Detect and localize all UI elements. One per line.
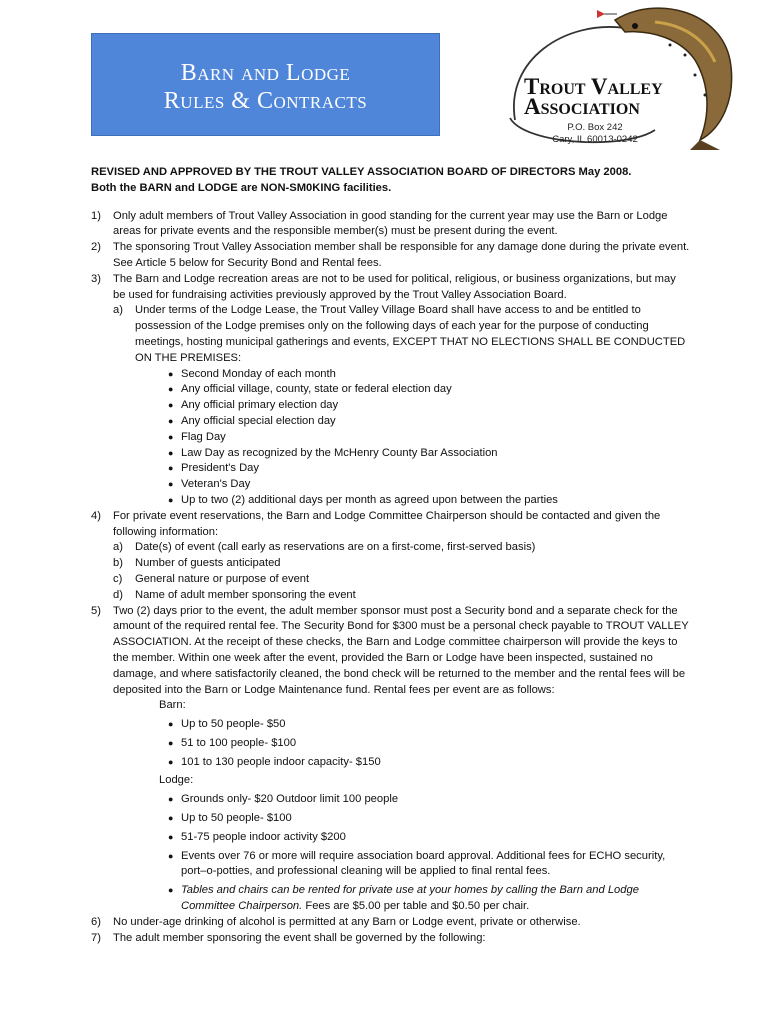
tables-note-fees: Fees are $5.00 per table and $0.50 per chair. xyxy=(302,900,530,913)
bullet-icon: ● xyxy=(168,813,174,824)
rule-text: The Barn and Lodge recreation areas are not to be used for political, religious, or business organizations, but may be used for fundraising activities previously approved by the Trout Valley Association Board. xyxy=(113,272,676,301)
revision-note: REVISED AND APPROVED BY THE TROUT VALLEY ASSOCIATION BOARD OF DIRECTORS May 2008. xyxy=(91,166,632,178)
sub-label: c) xyxy=(113,572,123,585)
bullet-icon: ● xyxy=(168,831,174,842)
list-item xyxy=(91,461,691,477)
document-title-line2: Rules & Contracts xyxy=(163,88,368,114)
sub-text: General nature or purpose of event xyxy=(135,572,310,585)
bullet-icon: ● xyxy=(168,415,174,426)
sub-item xyxy=(91,303,691,366)
bullet-icon: ● xyxy=(168,885,174,896)
rule-item xyxy=(91,272,691,304)
list-item xyxy=(91,792,691,808)
list-text: Veteran's Day xyxy=(181,478,251,491)
list-text: Events over 76 or more will require association board approval. Additional fees for ECHO security, port–o-potties, and professional cleaning will be applied to final rental fees. xyxy=(181,849,666,878)
bullet-icon: ● xyxy=(168,794,174,805)
sub-label: a) xyxy=(113,304,123,317)
list-text: President's Day xyxy=(181,462,259,475)
sub-label: d) xyxy=(113,588,123,601)
list-item xyxy=(91,382,691,398)
rule-number: 1) xyxy=(91,209,101,222)
org-name-line2: Association xyxy=(524,94,640,119)
bullet-icon: ● xyxy=(168,384,174,395)
rule-item xyxy=(91,931,691,947)
bullet-icon: ● xyxy=(168,756,174,767)
barn-fees-label: Barn: xyxy=(159,699,186,712)
bullet-icon: ● xyxy=(168,850,174,861)
list-text: Flag Day xyxy=(181,430,226,443)
list-text: Any official village, county, state or federal election day xyxy=(181,383,452,396)
list-item xyxy=(91,414,691,430)
rule-number: 6) xyxy=(91,915,101,928)
list-text: Up to 50 people- $100 xyxy=(181,812,292,825)
sub-item xyxy=(91,556,691,572)
list-item xyxy=(91,830,691,846)
list-text: Up to 50 people- $50 xyxy=(181,718,286,731)
bullet-icon: ● xyxy=(168,719,174,730)
rule-text: For private event reservations, the Barn and Lodge Committee Chairperson should be contacted and given the following information: xyxy=(113,509,661,538)
bullet-icon: ● xyxy=(168,479,174,490)
bullet-icon: ● xyxy=(168,368,174,379)
rule-number: 2) xyxy=(91,241,101,254)
rule-number: 7) xyxy=(91,931,101,944)
sub-item xyxy=(91,588,691,604)
list-item xyxy=(91,755,691,771)
sub-label: a) xyxy=(113,541,123,554)
fishing-lure-icon xyxy=(597,10,617,18)
list-item xyxy=(91,398,691,414)
list-item xyxy=(91,430,691,446)
rule-item xyxy=(91,915,691,931)
list-text: Up to two (2) additional days per month as agreed upon between the parties xyxy=(181,493,558,506)
title-banner xyxy=(91,33,440,136)
list-item xyxy=(91,717,691,733)
rule-number: 3) xyxy=(91,272,101,285)
list-item xyxy=(91,811,691,827)
sub-text: Name of adult member sponsoring the event xyxy=(135,588,356,601)
rule-text: Two (2) days prior to the event, the adult member sponsor must post a Security bond and a separate check for the amount of the required rental fee. The Security Bond for $300 must be a personal check payable to TROUT VALLEY ASSOCIATION. At the receipt of these checks, the Barn and Lodge committee chairperson will provide the keys to the member. Within one week after the event, provided the Barn or Lodge have been inspected, sustained no damage, and where satisfactorily cleaned, the bond check will be returned to the member and the rental fees will be deposited into the Barn or Lodge Maintenance fund. Rental fees per event are as follows: xyxy=(113,604,689,696)
sub-text: Number of guests anticipated xyxy=(135,557,281,570)
list-text: Law Day as recognized by the McHenry County Bar Association xyxy=(181,446,498,459)
list-text: Any official special election day xyxy=(181,414,336,427)
rule-number: 5) xyxy=(91,604,101,617)
rule-text: No under-age drinking of alcohol is permitted at any Barn or Lodge event, private or otherwise. xyxy=(113,915,581,928)
sub-text: Under terms of the Lodge Lease, the Trout Valley Village Board shall have access to and be entitled to possession of the Lodge premises only on the following days of each year for the purpose of conducting meetings, hosting municipal gatherings and events, EXCEPT THAT NO ELECTIONS SHALL BE CONDUCTED ON THE PREMISES: xyxy=(135,304,686,364)
bullet-icon: ● xyxy=(168,494,174,505)
list-text: 51-75 people indoor activity $200 xyxy=(181,830,346,843)
list-text: Grounds only- $20 Outdoor limit 100 people xyxy=(181,793,399,806)
list-item xyxy=(91,736,691,752)
tables-note-italic: Tables and chairs can be rented for private use at your homes by calling the Barn and Lodge Committee Chairperson. xyxy=(181,884,639,913)
rule-text: The sponsoring Trout Valley Association member shall be responsible for any damage done during the private event. See Article 5 below for Security Bond and Rental fees. xyxy=(113,241,690,269)
document-title-line1: Barn and Lodge xyxy=(180,60,351,86)
list-text: Any official primary election day xyxy=(181,399,339,412)
list-text: 51 to 100 people- $100 xyxy=(181,736,297,749)
list-item xyxy=(91,883,691,915)
bullet-icon: ● xyxy=(168,400,174,411)
list-item xyxy=(91,477,691,493)
org-name-line1: Trout Valley xyxy=(524,74,663,99)
list-text: Second Monday of each month xyxy=(181,367,336,380)
list-text: 101 to 130 people indoor capacity- $150 xyxy=(181,755,381,768)
bullet-icon: ● xyxy=(168,431,174,442)
bullet-icon: ● xyxy=(168,463,174,474)
rule-item xyxy=(91,604,691,699)
rule-item xyxy=(91,209,691,241)
sub-item xyxy=(91,572,691,588)
bullet-icon: ● xyxy=(168,447,174,458)
rule-number: 4) xyxy=(91,509,101,522)
address-po-box: P.O. Box 242 xyxy=(567,122,623,133)
rule-item xyxy=(91,509,691,541)
list-item xyxy=(91,493,691,509)
list-item xyxy=(91,367,691,383)
rules-body xyxy=(91,165,691,946)
rule-text: The adult member sponsoring the event shall be governed by the following: xyxy=(113,931,486,944)
sub-text: Date(s) of event (call early as reservations are on a first-come, first-served basis) xyxy=(135,541,536,554)
bullet-icon: ● xyxy=(168,737,174,748)
address-city: Cary, IL 60013-0242 xyxy=(552,134,638,145)
sub-label: b) xyxy=(113,557,123,570)
list-item xyxy=(91,446,691,462)
non-smoking-note: Both the BARN and LODGE are NON-SM0KING facilities. xyxy=(91,181,392,194)
lodge-fees-label: Lodge: xyxy=(159,774,194,787)
list-item xyxy=(91,849,691,881)
rule-text: Only adult members of Trout Valley Association in good standing for the current year may use the Barn or Lodge areas for private events and the responsible member(s) must be present during the event. xyxy=(113,209,668,238)
sub-item xyxy=(91,540,691,556)
rule-item xyxy=(91,240,691,272)
